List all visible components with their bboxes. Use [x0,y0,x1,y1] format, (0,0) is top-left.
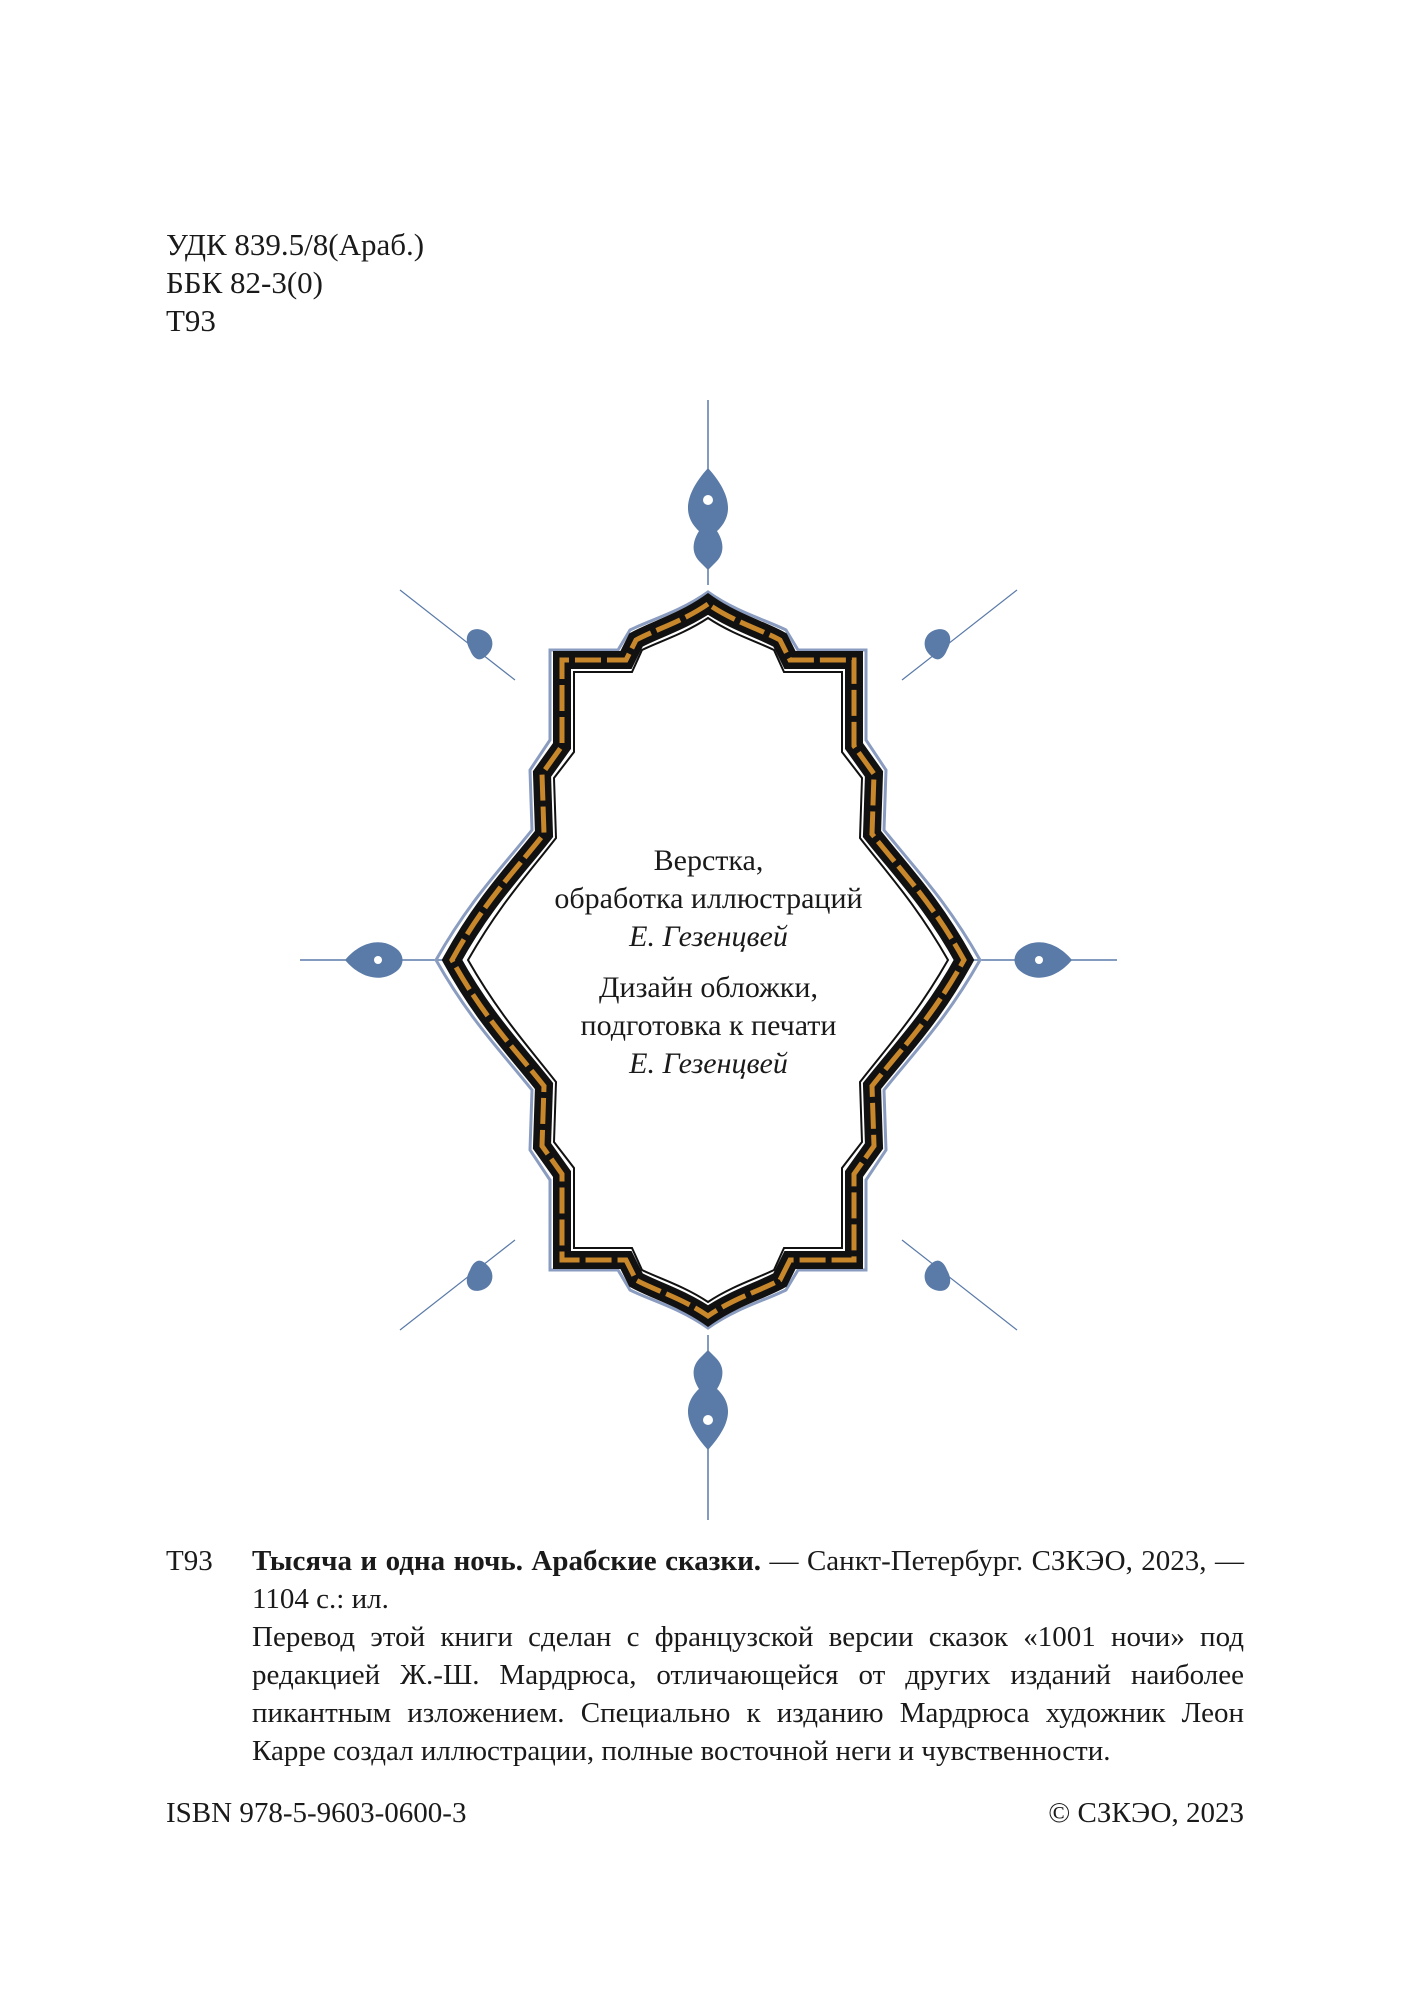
cover-person: Е. Гезенцвей [629,1047,788,1080]
isbn: ISBN 978-5-9603-0600-3 [166,1797,467,1829]
layout-credit [420,842,997,956]
arabesque-ornament-bottom [688,1335,728,1520]
arabesque-ornament-top [688,400,728,585]
bbk-code: ББК 82-3(0) [166,265,323,300]
arabesque-ornament-bottom-right [902,1240,1017,1330]
arabesque-ornament-top-left [400,590,515,680]
arabesque-ornament-bottom-left [400,1240,515,1330]
book-annotation: Перевод этой книги сделан с французской версии сказок «1001 ночи» под редакцией Ж.-Ш. Мардрюса, отличающейся от других изданий наиболее пикантным изложением. Специально к изданию Мардрюса художник Леон Карре создал иллюстрации, полные восточной неги и чувственности. [252,1621,1244,1767]
copyright: © СЗКЭО, 2023 [1048,1797,1244,1829]
arabesque-ornament-top-right [902,590,1017,680]
biblio-code: Т93 [166,1545,213,1577]
layout-role-line-1: Верстка, [653,844,764,877]
cover-role-line-2: подготовка к печати [580,1009,837,1042]
layout-role-line-2: обработка иллюстраций [554,882,863,915]
biblio-body [252,1542,1244,1770]
biblio-entry [252,1542,1244,1618]
udk-code: УДК 839.5/8(Араб.) [166,227,425,262]
cover-role-line-1: Дизайн обложки, [599,971,818,1004]
cover-credit [420,969,997,1083]
book-imprint: — Санкт-Петербург. СЗКЭО, 2023, — 1104 с.: ил. [252,1545,1244,1615]
bibliographic-record [166,1542,1244,1770]
author-mark: Т93 [166,303,216,338]
credits-block [420,842,997,1083]
layout-person: Е. Гезенцвей [629,920,788,953]
book-title: Тысяча и одна ночь. Арабские сказки. [252,1545,762,1577]
